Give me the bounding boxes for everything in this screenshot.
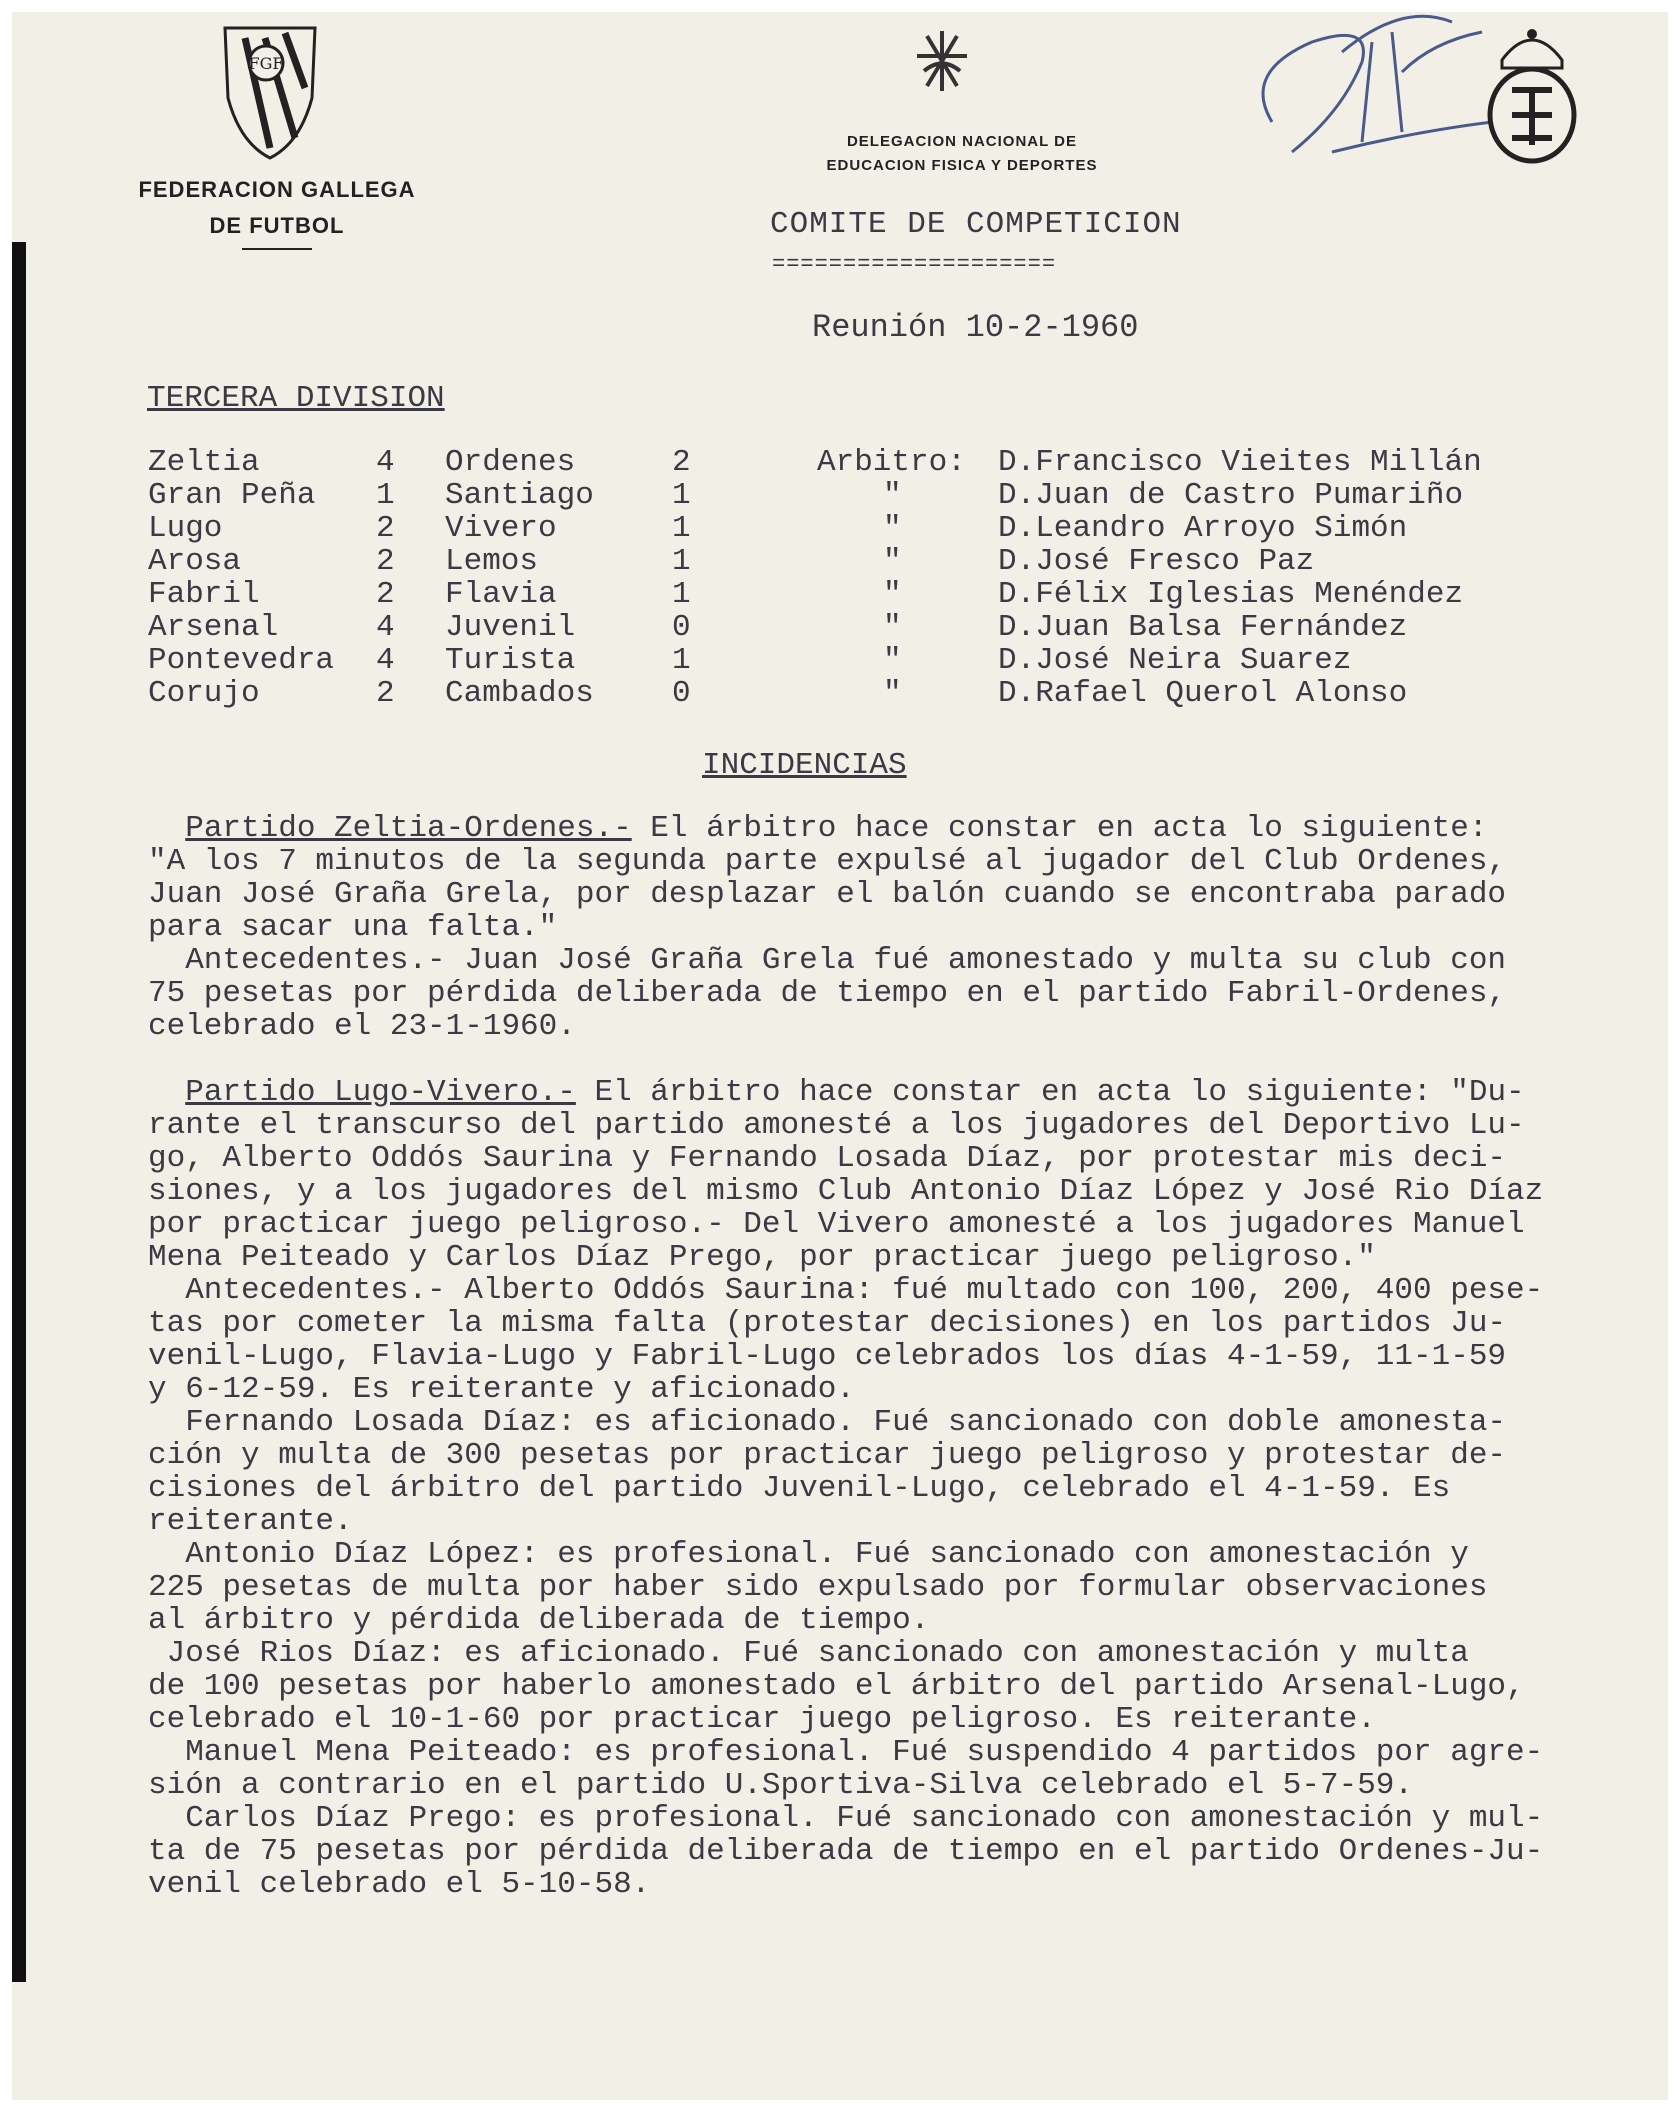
federation-line-1: FEDERACION GALLEGA bbox=[138, 177, 416, 202]
federation-name bbox=[112, 172, 442, 250]
committee-rule: ==================== bbox=[772, 252, 1057, 277]
delegation-name bbox=[772, 130, 1152, 178]
home-score: 1 bbox=[376, 478, 395, 513]
match-1-line: celebrado el 23-1-1960. bbox=[148, 1009, 576, 1044]
referee-name: D.Juan Balsa Fernández bbox=[998, 610, 1408, 645]
match-2-line: Antonio Díaz López: es profesional. Fué sancionado con amonestación y bbox=[148, 1537, 1469, 1572]
away-team: Turista bbox=[445, 643, 576, 678]
away-team: Flavia bbox=[445, 577, 557, 612]
match-1-line: Partido Zeltia-Ordenes.- El árbitro hace constar en acta lo siguiente: bbox=[185, 811, 1488, 846]
match-1-line: Juan José Graña Grela, por desplazar el balón cuando se encontraba parado bbox=[148, 877, 1507, 912]
match-2-line: Mena Peiteado y Carlos Díaz Prego, por practicar juego peligroso." bbox=[148, 1240, 1376, 1275]
referee-label: " bbox=[883, 643, 902, 678]
away-score: 0 bbox=[672, 610, 691, 645]
home-score: 4 bbox=[376, 643, 395, 678]
match-2-line: Partido Lugo-Vivero.- El árbitro hace constar en acta lo siguiente: "Du- bbox=[185, 1075, 1525, 1110]
referee-label: " bbox=[883, 478, 902, 513]
referee-name: D.Rafael Querol Alonso bbox=[998, 676, 1408, 711]
match-2-line: al árbitro y pérdida deliberada de tiempo. bbox=[148, 1603, 930, 1638]
match-2-line: sión a contrario en el partido U.Sportiva-Silva celebrado el 5-7-59. bbox=[148, 1768, 1414, 1803]
match-1-line: para sacar una falta." bbox=[148, 910, 558, 945]
away-score: 0 bbox=[672, 676, 691, 711]
away-score: 2 bbox=[672, 445, 691, 480]
match-2-line: celebrado el 10-1-60 por practicar juego peligroso. Es reiterante. bbox=[148, 1702, 1376, 1737]
referee-name: D.José Neira Suarez bbox=[998, 643, 1352, 678]
referee-name: D.Juan de Castro Pumariño bbox=[998, 478, 1464, 513]
match-1-line: "A los 7 minutos de la segunda parte expulsé al jugador del Club Ordenes, bbox=[148, 844, 1507, 879]
match-2-line: Manuel Mena Peiteado: es profesional. Fué suspendido 4 partidos por agre- bbox=[148, 1735, 1544, 1770]
federation-shield-logo bbox=[220, 18, 320, 164]
match-2-line: rante el transcurso del partido amonesté a los jugadores del Deportivo Lu- bbox=[148, 1108, 1525, 1143]
federation-rule bbox=[242, 248, 312, 250]
signature bbox=[1252, 12, 1502, 162]
match-2-line: 225 pesetas de multa por haber sido expulsado por formular observaciones bbox=[148, 1570, 1488, 1605]
home-score: 2 bbox=[376, 544, 395, 579]
away-team: Cambados bbox=[445, 676, 594, 711]
match-2-line: venil-Lugo, Flavia-Lugo y Fabril-Lugo celebrados los días 4-1-59, 11-1-59 bbox=[148, 1339, 1507, 1374]
match-2-line: Antecedentes.- Alberto Oddós Saurina: fué multado con 100, 200, 400 pese- bbox=[148, 1273, 1544, 1308]
away-team: Juvenil bbox=[445, 610, 576, 645]
home-team: Lugo bbox=[148, 511, 223, 546]
match-2-line: reiterante. bbox=[148, 1504, 353, 1539]
home-team: Zeltia bbox=[148, 445, 260, 480]
match-2-line: go, Alberto Oddós Saurina y Fernando Losada Díaz, por protestar mis deci- bbox=[148, 1141, 1507, 1176]
match-2-line: por practicar juego peligroso.- Del Vivero amonesté a los jugadores Manuel bbox=[148, 1207, 1525, 1242]
delegation-line-1: DELEGACION NACIONAL DE bbox=[846, 133, 1078, 150]
home-team: Arosa bbox=[148, 544, 242, 579]
home-score: 2 bbox=[376, 511, 395, 546]
away-team: Ordenes bbox=[445, 445, 576, 480]
svg-text:FGF: FGF bbox=[248, 54, 284, 73]
referee-label: " bbox=[883, 577, 902, 612]
match-2-line: ción y multa de 300 pesetas por practicar juego peligroso y protestar de- bbox=[148, 1438, 1507, 1473]
match-2-line: y 6-12-59. Es reiterante y aficionado. bbox=[148, 1372, 855, 1407]
incidencias-title: INCIDENCIAS bbox=[702, 748, 907, 783]
referee-name: D.José Fresco Paz bbox=[998, 544, 1315, 579]
away-score: 1 bbox=[672, 478, 691, 513]
match-2-line: de 100 pesetas por haberlo amonestado el árbitro del partido Arsenal-Lugo, bbox=[148, 1669, 1525, 1704]
meeting-date: Reunión 10-2-1960 bbox=[812, 309, 1139, 346]
away-score: 1 bbox=[672, 511, 691, 546]
match-2-line: José Rios Díaz: es aficionado. Fué sancionado con amonestación y multa bbox=[148, 1636, 1469, 1671]
referee-label: " bbox=[883, 676, 902, 711]
torn-edge bbox=[12, 242, 26, 1982]
away-team: Santiago bbox=[445, 478, 594, 513]
federation-line-2: DE FUTBOL bbox=[209, 213, 345, 238]
match-2-line: cisiones del árbitro del partido Juvenil-Lugo, celebrado el 4-1-59. Es bbox=[148, 1471, 1451, 1506]
match-2-line: Fernando Losada Díaz: es aficionado. Fué sancionado con doble amonesta- bbox=[148, 1405, 1507, 1440]
home-team: Pontevedra bbox=[148, 643, 335, 678]
referee-name: D.Francisco Vieites Millán bbox=[998, 445, 1482, 480]
home-team: Fabril bbox=[148, 577, 260, 612]
division-title: TERCERA DIVISION bbox=[147, 381, 445, 416]
referee-label: " bbox=[883, 511, 902, 546]
match-2-line: ta de 75 pesetas por pérdida deliberada de tiempo en el partido Ordenes-Ju- bbox=[148, 1834, 1544, 1869]
referee-label: " bbox=[883, 610, 902, 645]
document-page bbox=[12, 12, 1668, 2100]
away-team: Vivero bbox=[445, 511, 557, 546]
referee-name: D.Félix Iglesias Menéndez bbox=[998, 577, 1464, 612]
away-score: 1 bbox=[672, 577, 691, 612]
match-2-line: tas por cometer la misma falta (protestar decisiones) en los partidos Ju- bbox=[148, 1306, 1507, 1341]
match-1-line: 75 pesetas por pérdida deliberada de tiempo en el partido Fabril-Ordenes, bbox=[148, 976, 1507, 1011]
home-score: 4 bbox=[376, 445, 395, 480]
home-score: 4 bbox=[376, 610, 395, 645]
away-score: 1 bbox=[672, 544, 691, 579]
home-team: Corujo bbox=[148, 676, 260, 711]
referee-label: Arbitro: bbox=[817, 445, 966, 480]
yoke-arrows-emblem bbox=[912, 26, 972, 96]
away-score: 1 bbox=[672, 643, 691, 678]
home-team: Arsenal bbox=[148, 610, 279, 645]
referee-label: " bbox=[883, 544, 902, 579]
home-score: 2 bbox=[376, 577, 395, 612]
crown-emblem-logo bbox=[1482, 20, 1582, 170]
match-1-line: Antecedentes.- Juan José Graña Grela fué amonestado y multa su club con bbox=[148, 943, 1507, 978]
home-team: Gran Peña bbox=[148, 478, 316, 513]
home-score: 2 bbox=[376, 676, 395, 711]
committee-title: COMITE DE COMPETICION bbox=[770, 207, 1182, 242]
match-2-line: venil celebrado el 5-10-58. bbox=[148, 1867, 651, 1902]
match-2-line: siones, y a los jugadores del mismo Club Antonio Díaz López y José Rio Díaz bbox=[148, 1174, 1544, 1209]
incidents-body bbox=[148, 812, 1678, 1901]
referee-name: D.Leandro Arroyo Simón bbox=[998, 511, 1408, 546]
match-2-line: Carlos Díaz Prego: es profesional. Fué sancionado con amonestación y mul- bbox=[148, 1801, 1544, 1836]
away-team: Lemos bbox=[445, 544, 539, 579]
delegation-line-2: EDUCACION FISICA Y DEPORTES bbox=[826, 157, 1098, 174]
match-2-heading: Partido Lugo-Vivero.- bbox=[185, 1075, 576, 1110]
match-1-heading: Partido Zeltia-Ordenes.- bbox=[185, 811, 632, 846]
